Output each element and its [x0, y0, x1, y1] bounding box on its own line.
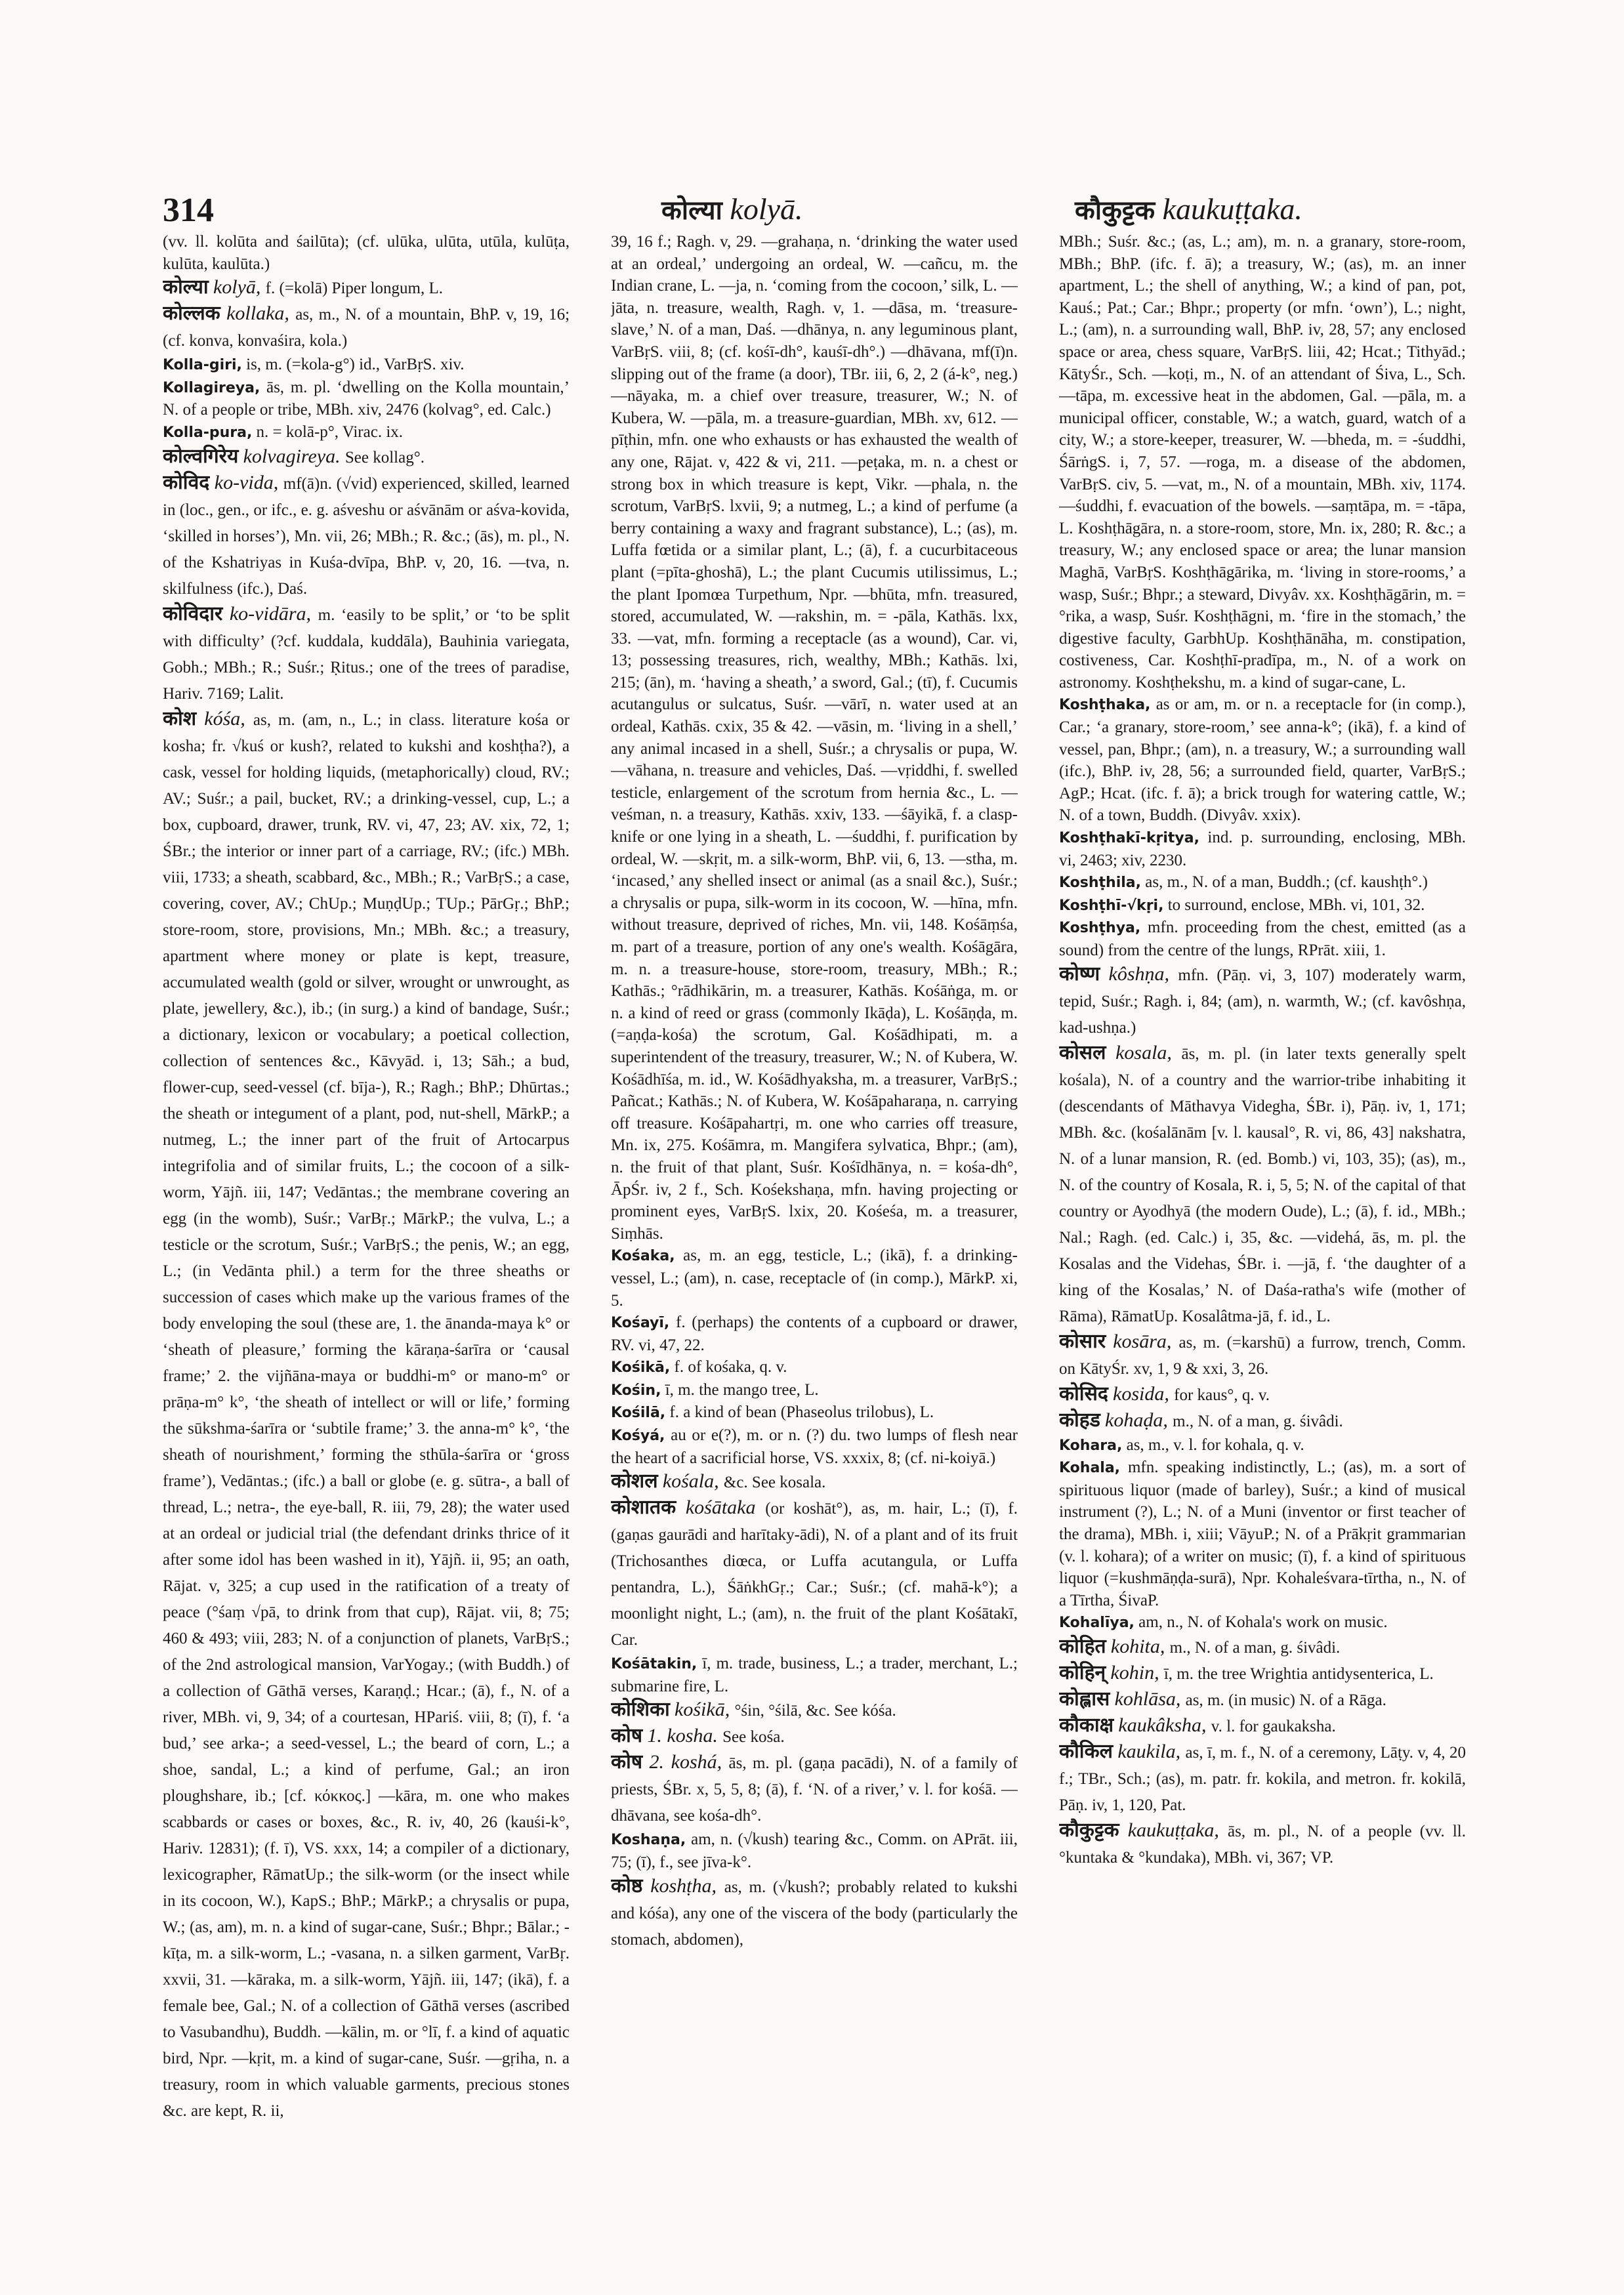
entry-definition: au or e(?), m. or n. (?) du. two lumps of flesh near the heart of a sacrificial horse, VS. xxxix, 8; (cf. ni-koiyā.) [611, 1426, 1018, 1467]
entry-definition: mfn. proceeding from the chest, emitted (as a sound) from the centre of the lungs, RPrāt. xiii, 1. [1059, 919, 1466, 959]
sub-entry [1059, 871, 1466, 894]
sub-entry [163, 377, 570, 421]
entry-definition: ās, m. pl. (in later texts generally spelt kośala), N. of a country and the warrior-tribe inhabiting it (descendants of Māthavya Videgha, ŚBr. i), Pāṇ. iv, 1, 171; MBh. &c. (kośalānām [v. l. kausal°, R. vi, 86, 43] nakshatra, N. of a lunar mansion, R. (ed. Bomb.) vi, 103, 35); (as), m., N. of the country of Kosala, R. i, 5, 5; N. of the capital of that country or Ayodhyā (the modern Oude), L.; (ā), f. id., MBh.; Nal.; Ragh. (ed. Calc.) i, 35, &c. —videhá, ās, m. pl. the Kosalas and the Videhas, ŚBr. i. —jā, f. ‘the daughter of a king of the Kosalas,’ N. of Daśa-ratha's wife (mother of Rāma), RāmatUp. Kosalâtma-jā, f. id., L. [1059, 1044, 1466, 1325]
sub-entry [1059, 894, 1466, 917]
subentry-headword: Kolla-giri, [163, 357, 242, 374]
headword-devanagari: कोविदार [163, 602, 223, 625]
entry-definition: mfn. (Pāṇ. vi, 3, 107) moderately warm, tepid, Suśr.; Ragh. i, 84; (am), n. warmth, W.; (cf. kavôshṇa, kad-ushṇa.) [1059, 966, 1466, 1037]
headword-entry [1059, 1739, 1466, 1818]
headword-roman: 2. koshá, [649, 1751, 722, 1773]
headword-devanagari: कोहित [1059, 1634, 1106, 1658]
sub-entry [611, 1379, 1018, 1402]
entry-definition: ind. p. surrounding, enclosing, MBh. vi, 2463; xiv, 2230. [1059, 829, 1466, 869]
entry-definition: as, m. (in music) N. of a Rāga. [1185, 1691, 1386, 1709]
subentry-headword: Kośilā, [611, 1405, 666, 1422]
sub-entry [1059, 827, 1466, 871]
entry-definition: mf(ā)n. (√vid) experienced, skilled, learned in (loc., gen., or ifc., e. g. aśveshu or aśvānām or aśva-kovida, ‘skilled in horses’), Mn. vii, 26; MBh.; R. &c.; (ās), m. pl., N. of the Kshatriyas in Kuśa-dvīpa, BhP. v, 20, 16. —tva, n. skilfulness (ifc.), Daś. [163, 474, 570, 598]
headword-devanagari: कोष्ण [1059, 962, 1100, 985]
entry-definition: ās, m. pl. (gaṇa pacādi), N. of a family of priests, ŚBr. x, 5, 5, 8; (ā), f. ‘N. of a river,’ v. l. for kośā. —dhāvana, see kośa-dh°. [611, 1754, 1018, 1825]
entry-definition: See kośa. [722, 1728, 785, 1747]
headword-entry [1059, 1661, 1466, 1687]
headword-entry [611, 1750, 1018, 1829]
headword-devanagari: कोशल [611, 1470, 658, 1493]
entry-definition: f. (=kolā) Piper longum, L. [265, 279, 443, 298]
entry-definition: as, m. (am, n., L.; in class. literature kośa or kosha; fr. √kuś or kush?, related to kukshi and koshṭha?), a cask, vessel for holding liquids, (metaphorically) cloud, RV.; AV.; Suśr.; a pail, bucket, RV.; a drinking-vessel, cup, L.; a box, cupboard, drawer, trunk, RV. vi, 47, 23; AV. xix, 72, 1; ŚBr.; the interior or inner part of a carriage, RV.; (ifc.) MBh. viii, 1733; a sheath, scabbard, &c., MBh.; R.; VarBṛS.; a case, covering, cover, AV.; ChUp.; MuṇḍUp.; TUp.; PārGṛ.; BhP.; store-room, store, provisions, Mn.; MBh. &c.; a treasury, apartment where money or plate is kept, treasure, accumulated wealth (gold or silver, wrought or unwrought, as plate, jewellery, &c.), ib.; (in surg.) a kind of bandage, Suśr.; a dictionary, lexicon or vocabulary; a poetical collection, collection of sentences &c., Kāvyād. i, 13; Sāh.; a bud, flower-cup, seed-vessel (cf. bīja-), R.; Ragh.; BhP.; Dhūrtas.; the sheath or integument of a plant, pod, nut-shell, MārkP.; a nutmeg, L.; the inner part of the fruit of Artocarpus integrifolia and of similar fruits, L.; the cocoon of a silk-worm, Yājñ. iii, 147; Vedāntas.; the membrane covering an egg (in the womb), Suśr.; VarBṛ.; MārkP.; the vulva, L.; a testicle or the scrotum, Suśr.; VarBṛS.; the penis, W.; an egg, L.; (in Vedānta phil.) a term for the three sheaths or succession of cases which make up the various frames of the body enveloping the soul (these are, 1. the ānanda-maya k° or ‘sheath of pleasure,’ forming the kāraṇa-śarīra or ‘causal frame;’ 2. the vijñāna-maya or buddhi-m° or mano-m° or prāṇa-m° k°, ‘the sheath of intellect or will or life,’ forming the sūkshma-śarīra or ‘subtile frame;’ 3. the anna-m° k°, ‘the sheath of nourishment,’ forming the sthūla-śarīra or ‘gross frame’), Vedāntas.; (ifc.) a ball or globe (e. g. sūtra-, a ball of thread, L.; netra-, the eye-ball, R. iii, 79, 28); the water used at an ordeal or judicial trial (the defendant drinks thrice of it after some idol has been washed in it), Yājñ. ii, 95; an oath, Rājat. v, 325; a cup used in the ratification of a treaty of peace (°śaṃ √pā, to drink from that cup), Rājat. vii, 8; 75; 460 & 493; viii, 283; N. of a conjunction of planets, VarBṛS.; of the 2nd astrological mansion, VarYogay.; (with Buddh.) of a collection of Gāthā verses, Karaṇḍ.; Hcar.; (ā), f., N. of a river, MBh. vi, 9, 34; of a courtesan, HPariś. viii, 8; (ī), f. ‘a bud,’ see arka-; a seed-vessel, L.; the beard of corn, L.; a shoe, sandal, L.; a kind of perfume, Gal.; an iron ploughshare, ib.; [cf. κόκκος.] —kāra, m. one who makes scabbards or cases or boxes, &c., R. iv, 40, 26 (kauśi-k°, Hariv. 12831); (f. ī), VS. xxx, 14; a compiler of a dictionary, lexicographer, RāmatUp.; the silk-worm (or the insect while in its cocoon, W.), KapS.; BhP.; MārkP.; a chrysalis or pupa, W.; (as, am), m. n. a kind of sugar-cane, Suśr.; Bhpr.; Bālar.; -kīṭa, m. a silk-worm, L.; -vasana, n. a silken garment, VarBṛ. xxvii, 31. —kāraka, m. a silk-worm, Yājñ. iii, 147; (ikā), f. a female bee, Gal.; N. of a collection of Gāthā verses (ascribed to Vasubandhu), Buddh. —kālin, m. or °lī, f. a kind of aquatic bird, Npr. —kṛit, m. a kind of sugar-cane, Suśr. —gṛiha, n. a treasury, room in which valuable garments, precious stones &c. are kept, R. ii, [163, 711, 570, 2120]
headword-roman: kollaka, [226, 302, 289, 325]
headword-roman: koshṭha, [650, 1874, 717, 1897]
entry-definition: am, n. (√kush) tearing &c., Comm. on APrāt. iii, 75; (ī), f., see jīva-k°. [611, 1830, 1018, 1872]
sub-entry [611, 1312, 1018, 1356]
subentry-headword: Kośyá, [611, 1428, 665, 1445]
entry-definition: ī, m. the tree Wrightia antidysenterica, L. [1163, 1664, 1434, 1683]
headword-entry [163, 444, 570, 470]
entry-definition: v. l. for gaukaksha. [1211, 1717, 1336, 1735]
column-2 [611, 231, 1018, 2265]
sub-entry [1059, 693, 1466, 827]
subentry-headword: Kohala, [1059, 1460, 1121, 1477]
headword-roman: kosāra, [1113, 1330, 1172, 1352]
entry-definition: mfn. speaking indistinctly, L.; (as), m. a sort of spirituous liquor (made of barley), Suśr.; a kind of musical instrument (?), L.; N. of a Muni (inventor or first teacher of the drama), MBh. i, xiii; VāyuP.; N. of a Prākṛit grammarian (v. l. kohara); of a writer on music; (ī), f. a kind of spirituous liquor (=kushmāṇḍa-surā), Npr. Kohaleśvara-tīrtha, n., N. of a Tīrtha, ŚivaP. [1059, 1458, 1466, 1609]
sub-entry [163, 421, 570, 444]
subentry-headword: Kośātakin, [611, 1656, 697, 1673]
headword-devanagari: कौकिल [1059, 1739, 1113, 1763]
headword-devanagari: कोविद [163, 470, 210, 494]
headword-entry [1059, 1818, 1466, 1871]
headword-roman: kaukila, [1117, 1740, 1181, 1762]
sub-entry [611, 1653, 1018, 1697]
headword-entry [163, 275, 570, 301]
headword-entry [163, 301, 570, 354]
subentry-headword: Kohara, [1059, 1437, 1123, 1454]
headword-roman: kohin, [1110, 1661, 1159, 1684]
headword-entry [1059, 1382, 1466, 1408]
headword-entry [1059, 1329, 1466, 1382]
headword-roman: kohlāsa, [1114, 1687, 1181, 1710]
headword-devanagari: कोसार [1059, 1329, 1106, 1353]
headword-roman: kôshṇa, [1108, 962, 1170, 985]
subentry-headword: Kolla-pura, [163, 424, 253, 441]
subentry-headword: Kohalīya, [1059, 1615, 1135, 1632]
column-3 [1059, 231, 1466, 2265]
headword-roman: kolyā, [213, 276, 261, 299]
entry-definition: (vv. ll. kolūta and śailūta); (cf. ulūka, ulūta, utūla, kulūṭa, kulūta, kaulūta.) [163, 233, 570, 273]
entry-definition: &c. See kosala. [723, 1474, 826, 1492]
entry-definition: as or am, m. or n. a receptacle for (in comp.), Car.; ‘a granary, store-room,’ see anna-k°; (ikā), f. a kind of vessel, pan, Bhpr.; (am), n. a treasury, W.; a surrounding wall (ifc.), BhP. iv, 28, 56; a surrounded field, quarter, VarBṛS.; AgP.; Hcat. (ifc. f. ā); a brick trough for watering cattle, W.; N. of a town, Buddh. (Divyâv. xxix). [1059, 695, 1466, 825]
sub-entry [1059, 917, 1466, 961]
entry-definition: (or koshāt°), as, m. hair, L.; (ī), f. (gaṇas gaurādi and harītaky-ādi), N. of a plant and of its fruit (Trichosanthes diœca, or Luffa acutangula, or Luffa pentandra, L.), ŚāṅkhGṛ.; Car.; Suśr.; (cf. mahā-k°); a moonlight night, L.; (am), n. the fruit of the plant Kośātakī, Car. [611, 1500, 1018, 1649]
headword-roman: kóśa, [204, 707, 245, 730]
headword-roman: kosida, [1113, 1382, 1169, 1405]
headword-entry [1059, 1713, 1466, 1739]
headword-devanagari: कोश [163, 707, 197, 730]
entry-continuation [611, 231, 1018, 1245]
subentry-headword: Kośin, [611, 1382, 661, 1399]
headword-entry [163, 707, 570, 2124]
entry-continuation [1059, 231, 1466, 693]
headword-entry [611, 1724, 1018, 1750]
sub-entry [1059, 1611, 1466, 1634]
headword-devanagari: कोल्वगिरेय [163, 444, 239, 468]
headword-roman: kolvagireya. [243, 445, 341, 467]
entry-definition: m. ‘easily to be split,’ or ‘to be split with difficulty’ (?cf. kuddala, kuddāla), Bauhinia variegata, Gobh.; MBh.; R.; Suśr.; Ṛitus.; one of the trees of paradise, Hariv. 7169; Lalit. [163, 606, 570, 703]
sub-entry [1059, 1434, 1466, 1457]
page-number: 314 [163, 192, 214, 229]
headword-entry [1059, 1408, 1466, 1434]
headword-entry [611, 1874, 1018, 1953]
headword-roman: kośala, [662, 1470, 719, 1493]
headword-roman: 1. kosha. [647, 1725, 718, 1747]
headword-roman: kohaḍa, [1105, 1409, 1168, 1431]
headword-roman: ko-vidāra, [229, 602, 311, 625]
entry-definition: 39, 16 f.; Ragh. v, 29. —grahaṇa, n. ‘drinking the water used at an ordeal,’ undergoing an ordeal, W. —cañcu, m. the Indian crane, L. —ja, n. ‘coming from the cocoon,’ silk, L. —jāta, n. treasure, wealth, Ragh. v, 1. —dāsa, m. ‘treasure-slave,’ N. of a man, Daś. —dhānya, n. any leguminous plant, VarBṛS. viii, 8; (cf. kośī-dh°, kauśī-dh°.) —dhāvana, mf(ī)n. slipping out of the frame (a door), TBr. iii, 6, 2, 2 (á-k°, neg.) —nāyaka, m. a chief over treasure, treasurer, W.; N. of Kubera, W. —pāla, m. a treasure-guardian, MBh. xv, 612. —pīṭhin, mfn. one who exhausts or has exhausted the wealth of any one, Rājat. v, 422 & vi, 211. —peṭaka, m. n. a chest or strong box in which treasure is kept, Vikr. —phala, n. the scrotum, VarBṛS. lxvii, 9; a nutmeg, L.; a kind of perfume (a berry containing a waxy and fragrant substance), L.; (as), m. Luffa fœtida or a similar plant, L.; (ā), f. a cucurbitaceous plant (=pīta-ghoshā), L.; the plant Cucumis utilissimus, L.; the plant Ipomœa Turpethum, Npr. —bhūta, mfn. treasured, stored, accumulated, W. —rakshin, m. = -pāla, Kathās. lxx, 33. —vat, mfn. forming a receptacle (as a wound), Car. vi, 13; possessing treasures, rich, wealthy, MBh.; Kathās. lxi, 215; (ān), m. ‘having a sheath,’ a sword, Gal.; (tī), f. Cucumis acutangulus or sulcatus, Suśr. —vārī, n. water used at an ordeal, Kathās. cxix, 35 & 42. —vāsin, m. ‘living in a shell,’ any animal incased in a shell, Suśr.; a chrysalis or pupa, W. —vāhana, n. treasure and vehicles, Daś. —vṛiddhi, f. swelled testicle, enlargement of the scrotum from hernia &c., L. —veśman, n. a treasury, Kathās. xxiv, 133. —śāyikā, f. a clasp-knife or one lying in a sheath, L. —śuddhi, f. purification by ordeal, W. —skṛit, m. a silk-worm, BhP. vii, 6, 13. —stha, m. ‘incased,’ any shelled insect or animal (as a snail &c.), Suśr.; a chrysalis or pupa, silk-worm in its cocoon, W. —hīna, mfn. without treasure, deprived of riches, Mn. vii, 148. Kośāṃśa, m. part of a treasure, portion of any one's wealth. Kośāgāra, m. n. a treasure-house, store-room, treasury, MBh.; R.; Kathās.; °rādhikārin, m. a treasurer, Kathās. Kośāṅga, m. or n. a kind of reed or grass (commonly Ikāḍa), L. Kośāṇḍa, m. (=aṇḍa-kośa) the scrotum, Gal. Kośādhipati, m. a superintendent of the treasury, treasurer, W.; N. of Kubera, W. Kośādhīśa, m. id., W. Kośādhyaksha, m. a treasurer, VarBṛS.; Pañcat.; Kathās.; N. of Kubera, W. Kośāpaharaṇa, n. carrying off treasure. Kośāpahartṛi, m. one who carries off treasure, Mn. ix, 275. Kośāmra, m. Mangifera sylvatica, Bhpr.; (am), n. the fruit of that plant, Suśr. Kośīdhānya, n. = kośa-dh°, ĀpŚr. iv, 2 f., Sch. Kośekshaṇa, mfn. having projecting or prominent eyes, VarBṛS. lxix, 20. Kośeśa, m. a treasurer, Siṃhās. [611, 233, 1018, 1243]
subentry-headword: Koshṭhaka, [1059, 697, 1151, 714]
right-guide-word [1075, 191, 1302, 227]
headword-devanagari: कोष्ठ [611, 1874, 643, 1897]
headword-roman: kosala, [1115, 1041, 1172, 1064]
subentry-headword: Kośikā, [611, 1359, 671, 1376]
entry-definition: as, m., N. of a man, Buddh.; (cf. kaushṭh°.) [1145, 873, 1428, 892]
entry-continuation [163, 231, 570, 275]
subentry-headword: Koshṭhya, [1059, 920, 1141, 937]
entry-definition: as, m. (√kush?; probably related to kukshi and kóśa), any one of the viscera of the body (particularly the stomach, abdomen), [611, 1878, 1018, 1949]
entry-definition: f. of kośaka, q. v. [674, 1358, 787, 1376]
column-1 [163, 231, 570, 2265]
headword-roman: kohita, [1110, 1635, 1165, 1657]
entry-definition: ās, m. pl. ‘dwelling on the Kolla mountain,’ N. of a people or tribe, MBh. xiv, 2476 (kolvag°, ed. Calc.) [163, 378, 570, 419]
left-guide-word [661, 191, 803, 227]
headword-roman: kośikā, [675, 1699, 730, 1721]
sub-entry [611, 1245, 1018, 1312]
left-guide-devanagari: कोल्या [661, 196, 722, 226]
entry-definition: m., N. of a man, g. śivâdi. [1173, 1412, 1343, 1430]
subentry-headword: Kośaka, [611, 1248, 675, 1265]
entry-definition: f. (perhaps) the contents of a cupboard or drawer, RV. vi, 47, 22. [611, 1313, 1018, 1354]
headword-devanagari: कोशातक [611, 1496, 677, 1520]
entry-definition: m., N. of a man, g. śivâdi. [1169, 1638, 1341, 1657]
dictionary-columns [163, 231, 1465, 2265]
headword-entry [611, 1697, 1018, 1724]
headword-entry [163, 470, 570, 602]
page-header [163, 186, 1462, 232]
sub-entry [611, 1401, 1018, 1424]
entry-definition: n. = kolā-p°, Virac. ix. [256, 423, 404, 441]
entry-definition: ī, m. trade, business, L.; a trader, merchant, L.; submarine fire, L. [611, 1655, 1018, 1695]
right-guide-roman: kaukuṭṭaka. [1162, 192, 1302, 226]
headword-entry [611, 1469, 1018, 1495]
entry-definition: am, n., N. of Kohala's work on music. [1138, 1613, 1388, 1632]
subentry-headword: Kollagireya, [163, 379, 260, 396]
headword-devanagari: कोह्लास [1059, 1687, 1110, 1710]
entry-definition: is, m. (=kola-g°) id., VarBṛS. xiv. [246, 356, 465, 374]
sub-entry [611, 1829, 1018, 1873]
headword-entry [611, 1495, 1018, 1653]
entry-definition: MBh.; Suśr. &c.; (as, L.; am), m. n. a granary, store-room, MBh.; BhP. (ifc. f. ā); a treasury, W.; (as), m. an inner apartment, L.; the shell of anything, W.; a kind of pan, pot, Kauś.; Pat.; Car.; Bhpr.; property (or mfn. ‘own’), L.; night, L.; (am), n. a surrounding wall, BhP. iv, 28, 57; any enclosed space or area, chess square, VarBṛS. liii, 42; Hcat.; Tithyād.; KātyŚr., Sch. —koṭi, m., N. of an attendant of Śiva, L., Sch. —tāpa, m. excessive heat in the abdomen, Gal. —pāla, m. a municipal officer, constable, W.; a watch, guard, watch of a city, W.; a store-keeper, treasurer, W. —bheda, m. = -śuddhi, ŚārṅgS. i, 7, 57. —roga, m. a disease of the abdomen, VarBṛS. civ, 5. —vat, m., N. of a mountain, MBh. xiv, 1174. —śuddhi, f. evacuation of the bowels. —saṃtāpa, m. = -tāpa, L. Koshṭhāgāra, n. a store-room, store, Mn. ix, 280; R. &c.; a treasury, W.; any enclosed space or area; the lunar mansion Maghā, VarBṛS. Koshṭhāgārika, m. ‘living in store-rooms,’ a wasp, Suśr.; Bhpr.; a steward, Divyâv. xx. Koshṭhāgārin, m. = °rika, a wasp, Suśr. Koshṭhāgni, m. ‘fire in the stomach,’ the digestive faculty, GarbhUp. Koshṭhānāha, m. constipation, costiveness, Car. Koshṭhī-pradīpa, m., N. of a work on astronomy. Koshṭhekshu, m. a kind of sugar-cane, L. [1059, 233, 1466, 692]
sub-entry [163, 354, 570, 377]
headword-devanagari: कोल्लक [163, 302, 220, 325]
subentry-headword: Koshaṇa, [611, 1832, 686, 1849]
entry-definition: ās, m. pl., N. of a people (vv. ll. °kuntaka & °kundaka), MBh. vi, 367; VP. [1059, 1822, 1466, 1867]
headword-devanagari: कोहड [1059, 1408, 1100, 1432]
entry-definition: to surround, enclose, MBh. vi, 101, 32. [1167, 896, 1425, 914]
headword-devanagari: कोल्या [163, 276, 209, 299]
headword-entry [163, 602, 570, 707]
entry-definition: See kollag°. [344, 448, 425, 466]
headword-roman: kośātaka [685, 1497, 756, 1519]
headword-entry [1059, 1687, 1466, 1713]
subentry-headword: Koshṭhila, [1059, 875, 1141, 892]
entry-definition: as, ī, m. f., N. of a ceremony, Lāṭy. v, 4, 20 f.; TBr., Sch.; (as), m. patr. fr. kokila, and metron. fr. kokilā, Pāṇ. iv, 1, 120, Pat. [1059, 1743, 1466, 1814]
entry-definition: as, m. (=karshū) a furrow, trench, Comm. on KātyŚr. xv, 1, 9 & xxi, 3, 26. [1059, 1333, 1466, 1378]
headword-roman: kaukâksha, [1118, 1714, 1207, 1736]
left-guide-roman: kolyā. [730, 192, 803, 226]
entry-definition: f. a kind of bean (Phaseolus trilobus), L. [669, 1403, 934, 1422]
headword-devanagari: कोसल [1059, 1041, 1106, 1064]
entry-definition: as, m., N. of a mountain, BhP. v, 19, 16; (cf. konva, konvaśira, kola.) [163, 306, 570, 350]
subentry-headword: Koshṭhakī-kṛitya, [1059, 830, 1199, 847]
sub-entry [611, 1424, 1018, 1469]
sub-entry [1059, 1457, 1466, 1611]
headword-devanagari: कौकाक्ष [1059, 1713, 1114, 1737]
headword-devanagari: कोशिका [611, 1698, 670, 1722]
headword-devanagari: कोहिन् [1059, 1661, 1106, 1684]
right-guide-devanagari: कौकुट्टक [1075, 196, 1156, 226]
headword-devanagari: कौकुट्टक [1059, 1818, 1119, 1842]
subentry-headword: Kośayī, [611, 1315, 670, 1332]
headword-devanagari: कोष [611, 1750, 643, 1774]
headword-devanagari: कोष [611, 1724, 643, 1748]
entry-definition: ī, m. the mango tree, L. [665, 1380, 819, 1399]
headword-roman: kaukuṭṭaka, [1127, 1819, 1219, 1841]
headword-entry [1059, 962, 1466, 1041]
headword-entry [1059, 1041, 1466, 1329]
entry-definition: as, m. an egg, testicle, L.; (ikā), f. a drinking-vessel, L.; (am), n. case, receptacle of (in comp.), MārkP. xi, 5. [611, 1247, 1018, 1310]
subentry-headword: Koshṭhī-√kṛi, [1059, 897, 1164, 914]
entry-definition: °śin, °śilā, &c. See kóśa. [734, 1702, 896, 1720]
headword-devanagari: कोसिद [1059, 1382, 1108, 1405]
headword-roman: ko-vida, [214, 471, 279, 493]
entry-definition: as, m., v. l. for kohala, q. v. [1126, 1436, 1304, 1454]
sub-entry [611, 1356, 1018, 1379]
entry-definition: for kaus°, q. v. [1174, 1386, 1270, 1404]
headword-entry [1059, 1634, 1466, 1661]
